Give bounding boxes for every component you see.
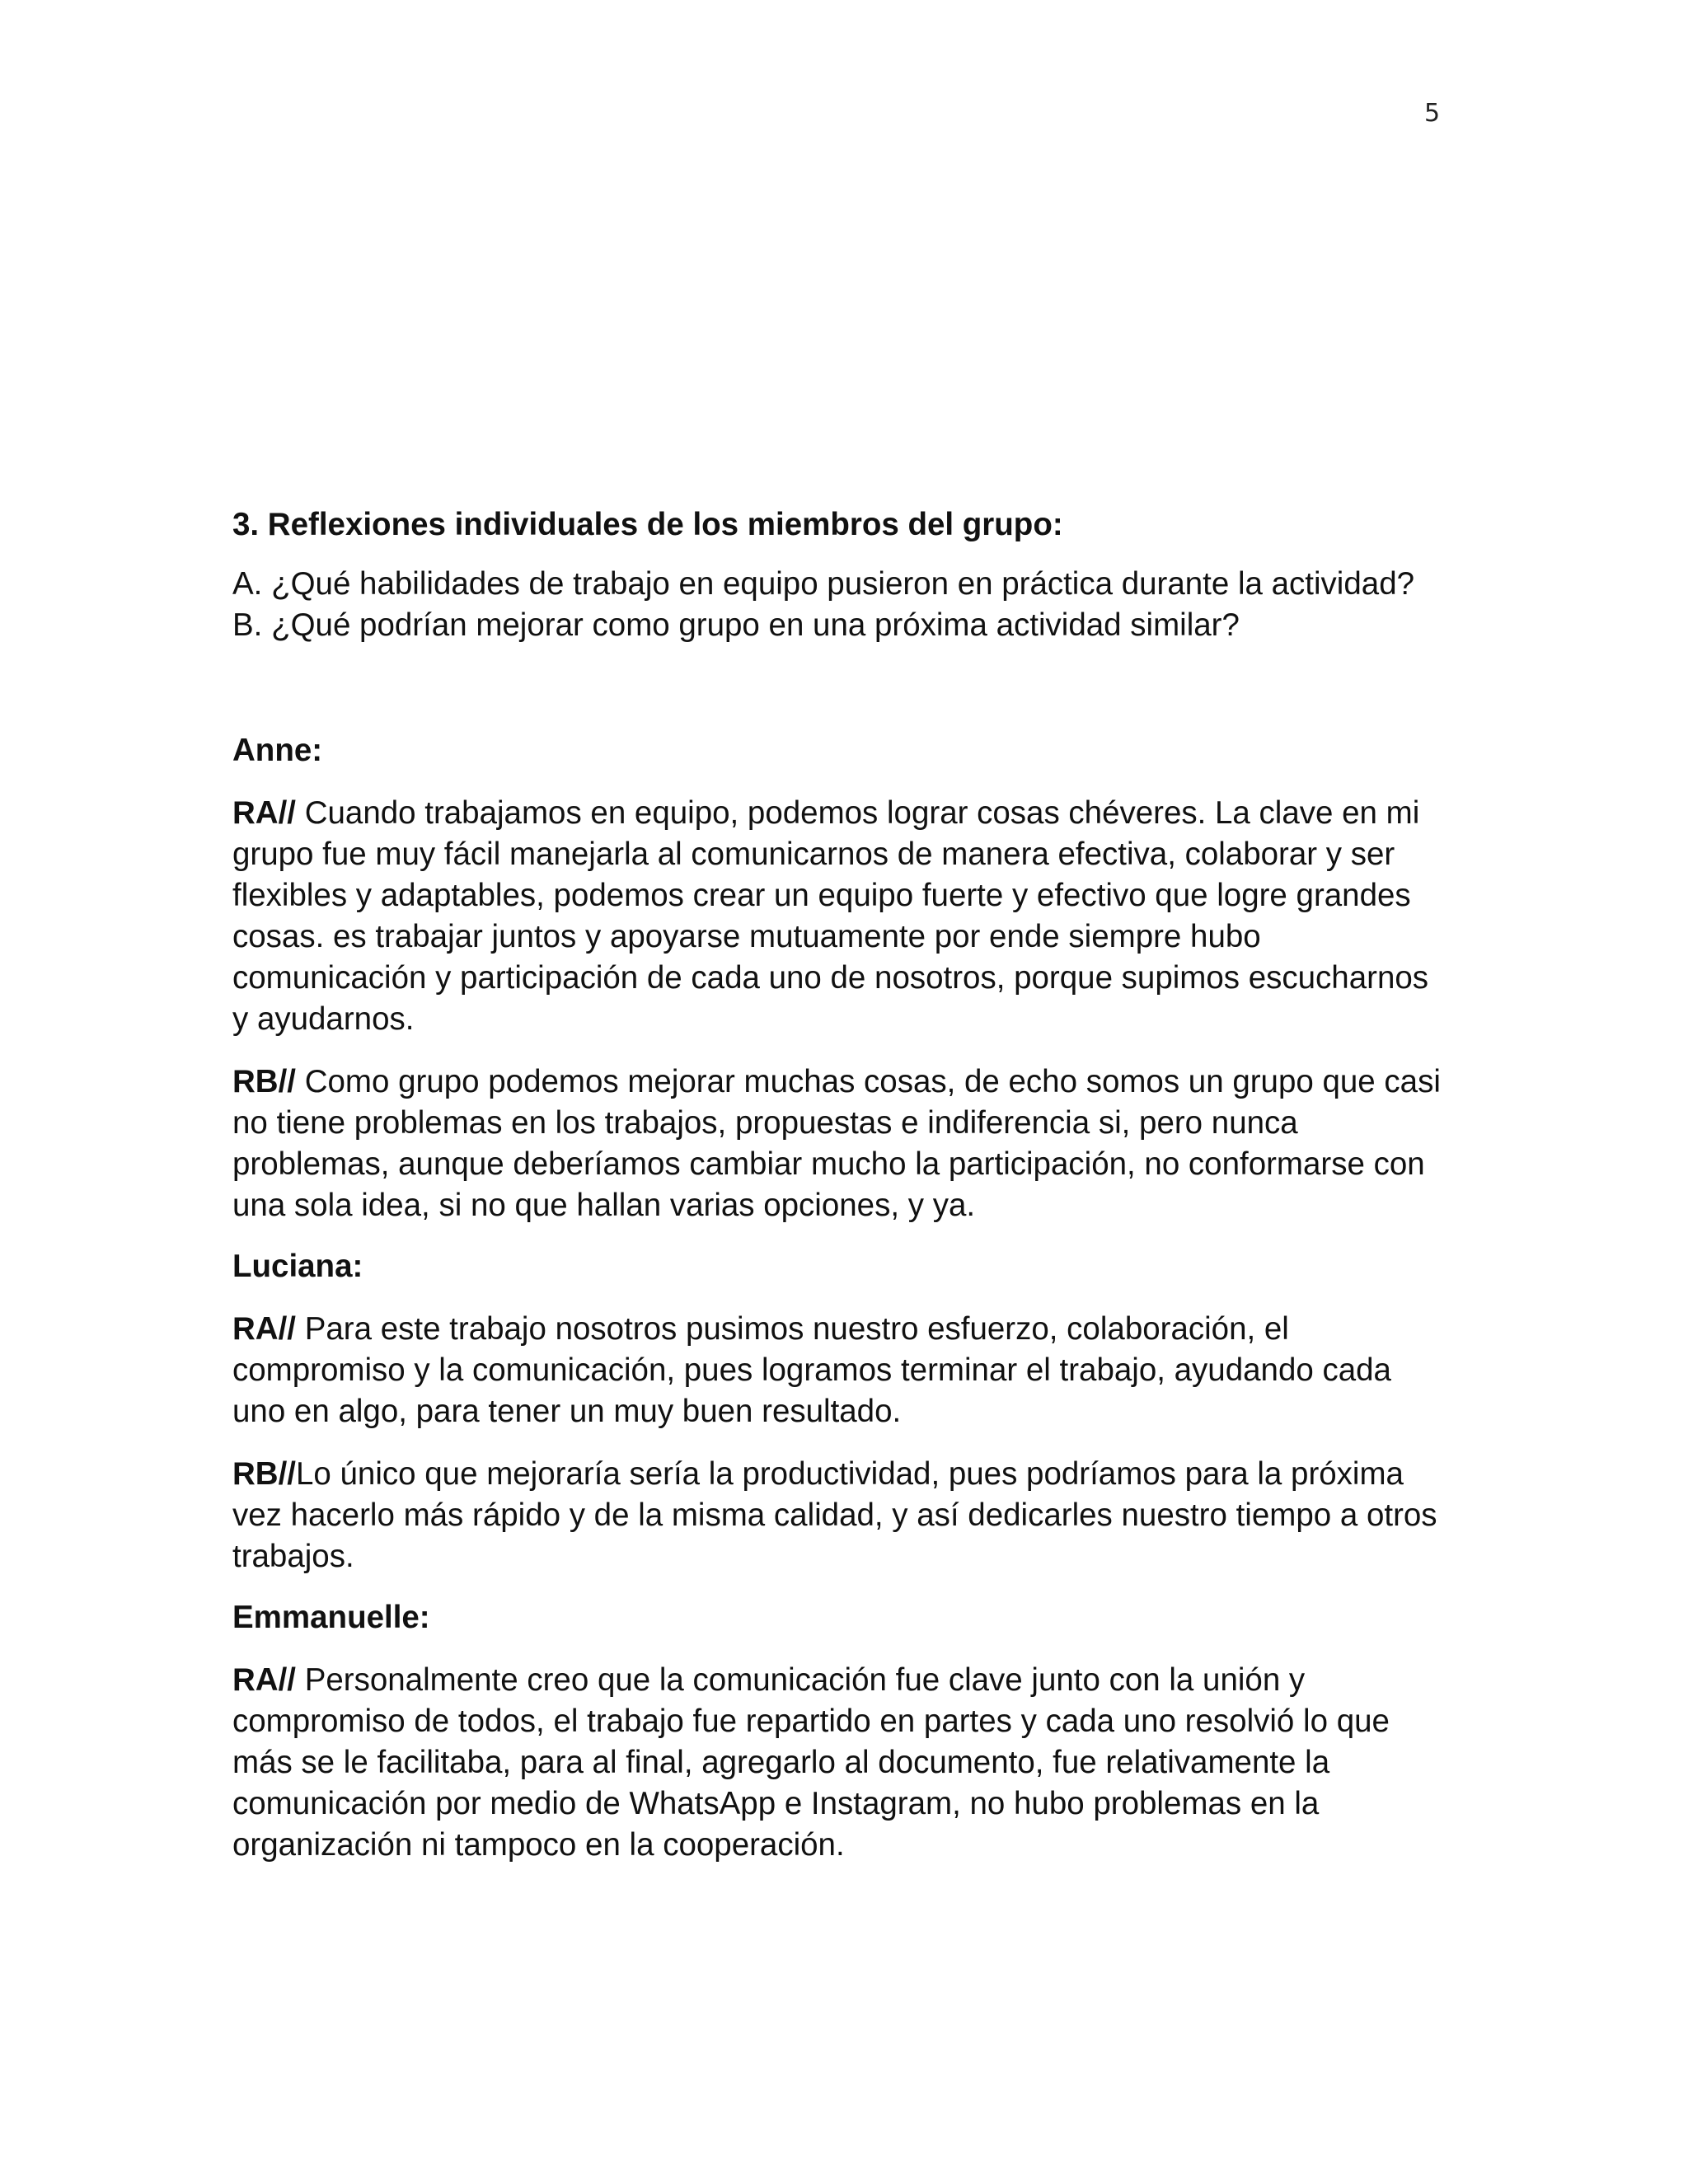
page-number: 5 xyxy=(1424,99,1441,128)
question-b: B. ¿Qué podrían mejorar como grupo en una próxima actividad similar? xyxy=(232,607,1240,643)
answer-luciana-ra xyxy=(232,1309,1452,1432)
member-name-emmanuelle: Emmanuelle: xyxy=(232,1600,430,1635)
answer-tag: RA// xyxy=(232,1662,296,1698)
answer-text: Como grupo podemos mejorar muchas cosas, de echo somos un grupo que casi no tiene problemas en los trabajos, propuestas e indiferencia si, pero nunca problemas, aunque deberíamos cambiar mucho la participación, no conformarse con una sola idea, si no que hallan varias opciones, y ya. xyxy=(232,1064,1441,1223)
answer-text: Personalmente creo que la comunicación fue clave junto con la unión y compromiso de todos, el trabajo fue repartido en partes y cada uno resolvió lo que más se le facilitaba, para al final, agregarlo al documento, fue relativamente la comunicación por medio de WhatsApp e Instagram, no hubo problemas en la organización ni tampoco en la cooperación. xyxy=(232,1662,1390,1863)
answer-tag: RA// xyxy=(232,795,296,831)
answer-tag: RA// xyxy=(232,1311,296,1347)
section-heading: 3. Reflexiones individuales de los miembros del grupo: xyxy=(232,507,1063,542)
answer-tag: RB// xyxy=(232,1456,296,1492)
answer-anne-ra xyxy=(232,793,1452,1040)
answer-text: Cuando trabajamos en equipo, podemos lograr cosas chéveres. La clave en mi grupo fue muy fácil manejarla al comunicarnos de manera efectiva, colaborar y ser flexibles y adaptables, podemos crear un equipo fuerte y efectivo que logre grandes cosas. es trabajar juntos y apoyarse mutuamente por ende siempre hubo comunicación y participación de cada uno de nosotros, porque supimos escucharnos y ayudarnos. xyxy=(232,795,1429,1037)
answer-tag: RB// xyxy=(232,1064,296,1099)
answer-emmanuelle-ra xyxy=(232,1660,1452,1866)
member-name-anne: Anne: xyxy=(232,733,323,768)
document-body xyxy=(232,504,1452,1866)
answer-anne-rb xyxy=(232,1062,1452,1226)
question-a: A. ¿Qué habilidades de trabajo en equipo pusieron en práctica durante la actividad? xyxy=(232,566,1415,602)
question-list xyxy=(232,564,1452,646)
answer-text: Lo único que mejoraría sería la productividad, pues podríamos para la próxima vez hacerlo más rápido y de la misma calidad, y así dedicarles nuestro tiempo a otros trabajos. xyxy=(232,1456,1437,1574)
answer-text: Para este trabajo nosotros pusimos nuestro esfuerzo, colaboración, el compromiso y la comunicación, pues logramos terminar el trabajo, ayudando cada uno en algo, para tener un muy buen resultado. xyxy=(232,1311,1391,1429)
member-name-luciana: Luciana: xyxy=(232,1249,363,1284)
answer-luciana-rb xyxy=(232,1454,1452,1577)
